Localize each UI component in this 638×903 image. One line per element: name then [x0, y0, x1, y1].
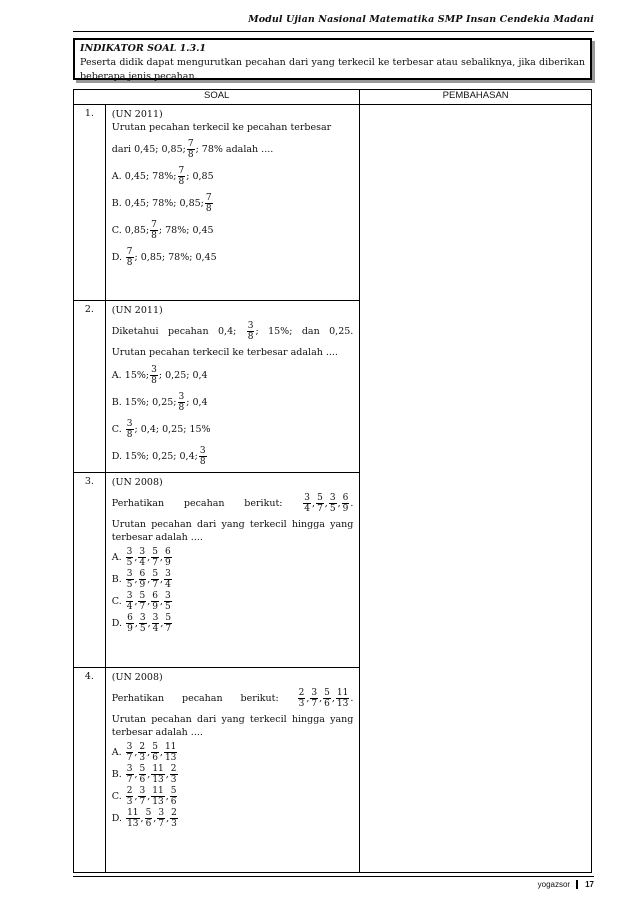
- denominator: 3: [126, 796, 133, 807]
- option-c: [112, 785, 354, 807]
- numerator: 11: [152, 785, 164, 796]
- question-text: Urutan pecahan dari yang terkecil hingga yang terbesar adalah ....: [111, 714, 354, 738]
- numerator: 6: [342, 493, 349, 503]
- fraction-list: [125, 591, 173, 612]
- fraction: [303, 493, 311, 514]
- separator: ,: [159, 746, 163, 758]
- denominator: 6: [145, 818, 152, 829]
- numerator: 3: [126, 763, 133, 774]
- fraction: [151, 591, 159, 612]
- question-text: [112, 493, 354, 514]
- fraction: [126, 591, 134, 612]
- question-text-part: Perhatikan: [111, 693, 165, 704]
- option-text: ; 0,4; 0,25; 15%: [134, 423, 211, 435]
- numerator: 7: [151, 219, 157, 230]
- question-text-part: pecahan: [167, 326, 209, 337]
- numerator: 5: [324, 688, 330, 698]
- denominator: 3: [298, 699, 305, 709]
- numerator: 3: [165, 568, 171, 579]
- numerator: 11: [152, 763, 164, 774]
- numerator: 7: [187, 138, 194, 149]
- numerator: 3: [139, 546, 146, 557]
- numerator: 3: [126, 418, 133, 429]
- option-label: C.: [111, 790, 122, 802]
- fraction: [329, 493, 337, 514]
- question-number: 3.: [74, 473, 106, 668]
- indicator-text: Peserta didik dapat mengurutkan pecahan dari yang terkecil ke terbesar atau sebaliknya, jika diberikan beberapa jenis pecahan.: [80, 57, 585, 82]
- denominator: 13: [164, 752, 177, 763]
- option-text: ; 0,25; 0,4: [158, 369, 208, 381]
- fraction: [126, 764, 134, 785]
- numerator: 5: [317, 493, 323, 503]
- fraction: [151, 764, 164, 785]
- numerator: 6: [139, 568, 146, 579]
- fraction-list: [125, 764, 179, 785]
- denominator: 3: [171, 818, 177, 829]
- numerator: 3: [165, 590, 171, 601]
- fraction: [126, 569, 134, 590]
- question-text: [112, 688, 354, 709]
- denominator: 9: [139, 579, 146, 590]
- option-label: C.: [111, 595, 122, 607]
- denominator: 9: [164, 557, 171, 568]
- fraction: [150, 220, 158, 241]
- option-b: [112, 763, 354, 785]
- separator: ,: [312, 498, 316, 509]
- option-text: 15%; 0,25;: [124, 396, 177, 408]
- numerator: 3: [126, 546, 133, 557]
- question-number: 2.: [74, 301, 106, 473]
- separator: ,: [147, 746, 151, 758]
- separator: ,: [160, 573, 164, 585]
- fraction: [310, 688, 318, 709]
- separator: ,: [324, 498, 328, 509]
- option-b: [112, 390, 354, 414]
- option-a: [112, 546, 354, 568]
- separator: ,: [134, 617, 138, 629]
- fraction: [164, 742, 177, 763]
- numerator: 6: [127, 612, 133, 623]
- separator: ,: [140, 812, 144, 824]
- numerator: 3: [126, 568, 133, 579]
- separator: ,: [134, 790, 138, 802]
- fraction: [170, 786, 178, 807]
- fraction: [126, 247, 134, 268]
- question-text-part: pecahan: [181, 693, 223, 704]
- fraction: [139, 764, 147, 785]
- option-label: D.: [111, 450, 123, 462]
- separator: ,: [166, 812, 170, 824]
- denominator: 5: [139, 623, 146, 634]
- header-title: Modul Ujian Nasional Matematika SMP Insan Cendekia Madani: [248, 14, 594, 25]
- option-label: D.: [111, 251, 123, 263]
- option-text: 0,45; 78%; 0,85;: [124, 197, 204, 209]
- denominator: 4: [165, 579, 171, 590]
- numerator: 7: [178, 165, 185, 176]
- option-b: [112, 568, 354, 590]
- question-number: 1.: [74, 105, 106, 301]
- col-soal-header: SOAL: [74, 90, 360, 105]
- fraction: [187, 139, 195, 160]
- fraction: [164, 547, 172, 568]
- denominator: 9: [342, 504, 349, 514]
- option-label: C.: [111, 423, 122, 435]
- fraction: [138, 591, 146, 612]
- denominator: 8: [187, 149, 194, 160]
- fraction: [150, 365, 158, 386]
- header-rule: [73, 31, 594, 32]
- question-4: [105, 668, 360, 873]
- numerator: 3: [126, 590, 133, 601]
- col-pembahasan-header: PEMBAHASAN: [360, 90, 592, 105]
- option-label: B.: [111, 573, 122, 585]
- option-c: [112, 218, 354, 242]
- separator: ,: [337, 498, 341, 509]
- question-1: [105, 105, 360, 301]
- pembahasan-cell: [360, 105, 592, 873]
- denominator: 8: [126, 429, 133, 440]
- fraction-list: [302, 493, 353, 514]
- numerator: 2: [171, 807, 177, 818]
- fraction: [336, 688, 349, 709]
- question-text: Urutan pecahan terkecil ke pecahan terbesar: [111, 122, 332, 133]
- option-text: 15%; 0,25; 0,4;: [124, 450, 198, 462]
- numerator: 3: [199, 445, 206, 456]
- numerator: 3: [151, 364, 157, 375]
- question-source: (UN 2008): [111, 672, 163, 683]
- separator: ,: [165, 790, 169, 802]
- question-source: (UN 2011): [111, 305, 163, 316]
- numerator: 3: [247, 321, 254, 331]
- denominator: 7: [317, 504, 323, 514]
- question-text: [112, 321, 354, 342]
- option-text: 0,85;: [124, 224, 150, 236]
- fraction: [126, 786, 134, 807]
- denominator: 6: [170, 796, 177, 807]
- denominator: 8: [151, 375, 157, 386]
- numerator: 2: [298, 688, 305, 698]
- separator: ,: [147, 551, 151, 563]
- numerator: 6: [152, 590, 158, 601]
- option-c: [112, 417, 354, 441]
- denominator: 5: [126, 579, 133, 590]
- question-text-part: pecahan: [183, 498, 225, 509]
- fraction-list: [125, 613, 173, 634]
- option-text: ; 0,4: [186, 396, 208, 408]
- denominator: 9: [152, 601, 158, 612]
- numerator: 5: [165, 612, 172, 623]
- question-number: 4.: [74, 668, 106, 873]
- denominator: 7: [158, 818, 165, 829]
- fraction: [205, 193, 213, 214]
- denominator: 4: [126, 601, 133, 612]
- denominator: 5: [329, 504, 336, 514]
- option-d: [112, 807, 354, 829]
- option-d: [112, 245, 354, 269]
- question-text-part: 15%;: [268, 326, 293, 337]
- separator: ,: [160, 617, 164, 629]
- fraction: [164, 569, 172, 590]
- denominator: 6: [139, 774, 146, 785]
- separator: ,: [159, 551, 163, 563]
- separator: ,: [153, 812, 157, 824]
- numerator: 11: [127, 807, 139, 818]
- table-header-row: [74, 90, 592, 105]
- question-source: (UN 2011): [111, 109, 163, 120]
- fraction: [151, 547, 159, 568]
- question-3: [105, 473, 360, 668]
- denominator: 9: [127, 623, 133, 634]
- numerator: 5: [152, 546, 158, 557]
- option-d: [112, 444, 354, 468]
- fraction: [164, 613, 172, 634]
- option-a: [112, 741, 354, 763]
- fraction-list: [125, 786, 179, 807]
- question-text-part: ;: [255, 326, 259, 337]
- denominator: 8: [247, 332, 254, 342]
- denominator: 4: [139, 557, 146, 568]
- numerator: 5: [139, 590, 146, 601]
- option-text: ; 78%; 0,45: [158, 224, 214, 236]
- fraction: [157, 808, 165, 829]
- option-label: C.: [111, 224, 122, 236]
- question-text: [112, 137, 354, 161]
- denominator: 8: [178, 402, 185, 413]
- denominator: 13: [152, 774, 164, 785]
- option-d: [112, 612, 354, 634]
- question-source: (UN 2008): [111, 477, 163, 488]
- numerator: 5: [152, 741, 158, 752]
- question-text-part: berikut:: [240, 693, 279, 704]
- fraction: [170, 808, 178, 829]
- question-text-part: 0,25.: [329, 326, 354, 337]
- numerator: 3: [158, 807, 165, 818]
- fraction: [151, 569, 159, 590]
- separator: ,: [319, 693, 323, 704]
- option-label: B.: [111, 396, 122, 408]
- numerator: 5: [145, 807, 152, 818]
- fraction: [126, 547, 134, 568]
- fraction-list: [297, 688, 354, 709]
- page-number: 17: [576, 880, 594, 889]
- numerator: 5: [152, 568, 159, 579]
- separator: ,: [134, 573, 138, 585]
- separator: ,: [134, 551, 138, 563]
- option-list: [112, 546, 354, 634]
- fraction: [199, 446, 207, 467]
- question-table: [73, 89, 592, 873]
- numerator: 3: [152, 612, 159, 623]
- denominator: 7: [152, 579, 159, 590]
- separator: ,: [147, 768, 151, 780]
- footer: [538, 880, 594, 889]
- denominator: 13: [127, 818, 139, 829]
- numerator: 3: [139, 612, 146, 623]
- option-c: [112, 590, 354, 612]
- denominator: 3: [139, 752, 146, 763]
- numerator: 7: [126, 246, 133, 257]
- fraction: [139, 613, 147, 634]
- question-text-part: berikut:: [244, 498, 283, 509]
- fraction: [151, 742, 159, 763]
- table-row: [74, 105, 592, 301]
- option-label: A.: [111, 746, 122, 758]
- numerator: 5: [139, 763, 146, 774]
- numerator: 5: [170, 785, 177, 796]
- footer-rule: [73, 876, 594, 877]
- indicator-title: INDIKATOR SOAL 1.3.1: [80, 43, 207, 54]
- denominator: 7: [139, 796, 146, 807]
- denominator: 7: [126, 752, 133, 763]
- fraction: [323, 688, 331, 709]
- denominator: 6: [324, 699, 330, 709]
- fraction-list: [125, 808, 179, 829]
- fraction: [152, 613, 160, 634]
- numerator: 3: [178, 391, 185, 402]
- separator: ,: [147, 595, 151, 607]
- fraction: [126, 419, 134, 440]
- numerator: 2: [170, 763, 177, 774]
- fraction: [139, 569, 147, 590]
- fraction: [170, 764, 178, 785]
- denominator: 8: [178, 176, 185, 187]
- option-a: [112, 363, 354, 387]
- numerator: 3: [304, 493, 311, 503]
- denominator: 13: [336, 699, 349, 709]
- question-text: Urutan pecahan dari yang terkecil hingga yang terbesar adalah ....: [111, 519, 354, 543]
- numerator: 11: [164, 741, 177, 752]
- fraction: [138, 786, 146, 807]
- option-label: A.: [111, 551, 122, 563]
- option-text: ; 0,85; 78%; 0,45: [134, 251, 217, 263]
- denominator: 6: [152, 752, 158, 763]
- separator: ,: [331, 693, 335, 704]
- option-label: B.: [111, 197, 122, 209]
- separator: ,: [134, 746, 138, 758]
- fraction: [138, 547, 146, 568]
- fraction: [145, 808, 153, 829]
- question-text-part: Diketahui: [111, 326, 159, 337]
- denominator: 4: [152, 623, 159, 634]
- separator: ,: [306, 693, 310, 704]
- denominator: 8: [126, 257, 133, 268]
- fraction: [178, 392, 186, 413]
- separator: ,: [147, 573, 151, 585]
- separator: ,: [134, 595, 138, 607]
- question-text-part: 0,4;: [218, 326, 237, 337]
- fraction: [178, 166, 186, 187]
- fraction: [126, 742, 134, 763]
- numerator: 3: [311, 688, 318, 698]
- denominator: 7: [165, 623, 172, 634]
- question-text-part: Perhatikan: [111, 498, 165, 509]
- fraction: [151, 786, 164, 807]
- denominator: 13: [152, 796, 164, 807]
- option-text: 15%;: [124, 369, 150, 381]
- denominator: 8: [151, 230, 157, 241]
- option-text: ; 0,85: [186, 170, 214, 182]
- indicator-box: [73, 38, 592, 80]
- fraction-list: [125, 742, 179, 763]
- separator: ,: [134, 768, 138, 780]
- separator: ,: [165, 768, 169, 780]
- numerator: 7: [205, 192, 212, 203]
- separator: ,: [147, 617, 151, 629]
- numerator: 11: [336, 688, 349, 698]
- numerator: 3: [126, 741, 133, 752]
- option-label: A.: [111, 170, 122, 182]
- fraction: [342, 493, 350, 514]
- separator: ,: [147, 790, 151, 802]
- denominator: 3: [170, 774, 177, 785]
- denominator: 4: [304, 504, 311, 514]
- question-2: [105, 301, 360, 473]
- option-list: [112, 741, 354, 829]
- option-label: A.: [111, 369, 122, 381]
- fraction: [164, 591, 172, 612]
- fraction: [316, 493, 324, 514]
- option-a: [112, 164, 354, 188]
- fraction-list: [125, 547, 173, 568]
- footer-author: yogazsor: [537, 880, 571, 889]
- fraction: [138, 742, 146, 763]
- question-text: Urutan pecahan terkecil ke terbesar adalah ....: [111, 347, 338, 358]
- fraction: [247, 321, 255, 342]
- denominator: 8: [199, 456, 206, 467]
- option-b: [112, 191, 354, 215]
- numerator: 6: [164, 546, 171, 557]
- fraction: [126, 613, 134, 634]
- denominator: 5: [126, 557, 133, 568]
- numerator: 2: [139, 741, 146, 752]
- fraction: [126, 808, 139, 829]
- numerator: 2: [126, 785, 133, 796]
- denominator: 8: [205, 203, 212, 214]
- question-text-part: dari 0,45; 0,85;: [111, 143, 186, 155]
- numerator: 3: [329, 493, 336, 503]
- numerator: 3: [139, 785, 146, 796]
- denominator: 7: [311, 699, 318, 709]
- denominator: 7: [152, 557, 158, 568]
- option-label: D.: [111, 617, 123, 629]
- fraction-list: [125, 569, 173, 590]
- denominator: 7: [139, 601, 146, 612]
- fraction: [298, 688, 306, 709]
- option-text: 0,45; 78%;: [124, 170, 177, 182]
- denominator: 5: [165, 601, 171, 612]
- option-label: B.: [111, 768, 122, 780]
- denominator: 7: [126, 774, 133, 785]
- separator: .: [350, 498, 354, 509]
- option-label: D.: [111, 812, 123, 824]
- separator: .: [350, 693, 354, 704]
- separator: ,: [159, 595, 164, 607]
- question-text-part: ; 78% adalah ....: [195, 143, 274, 155]
- question-text-part: dan: [301, 326, 320, 337]
